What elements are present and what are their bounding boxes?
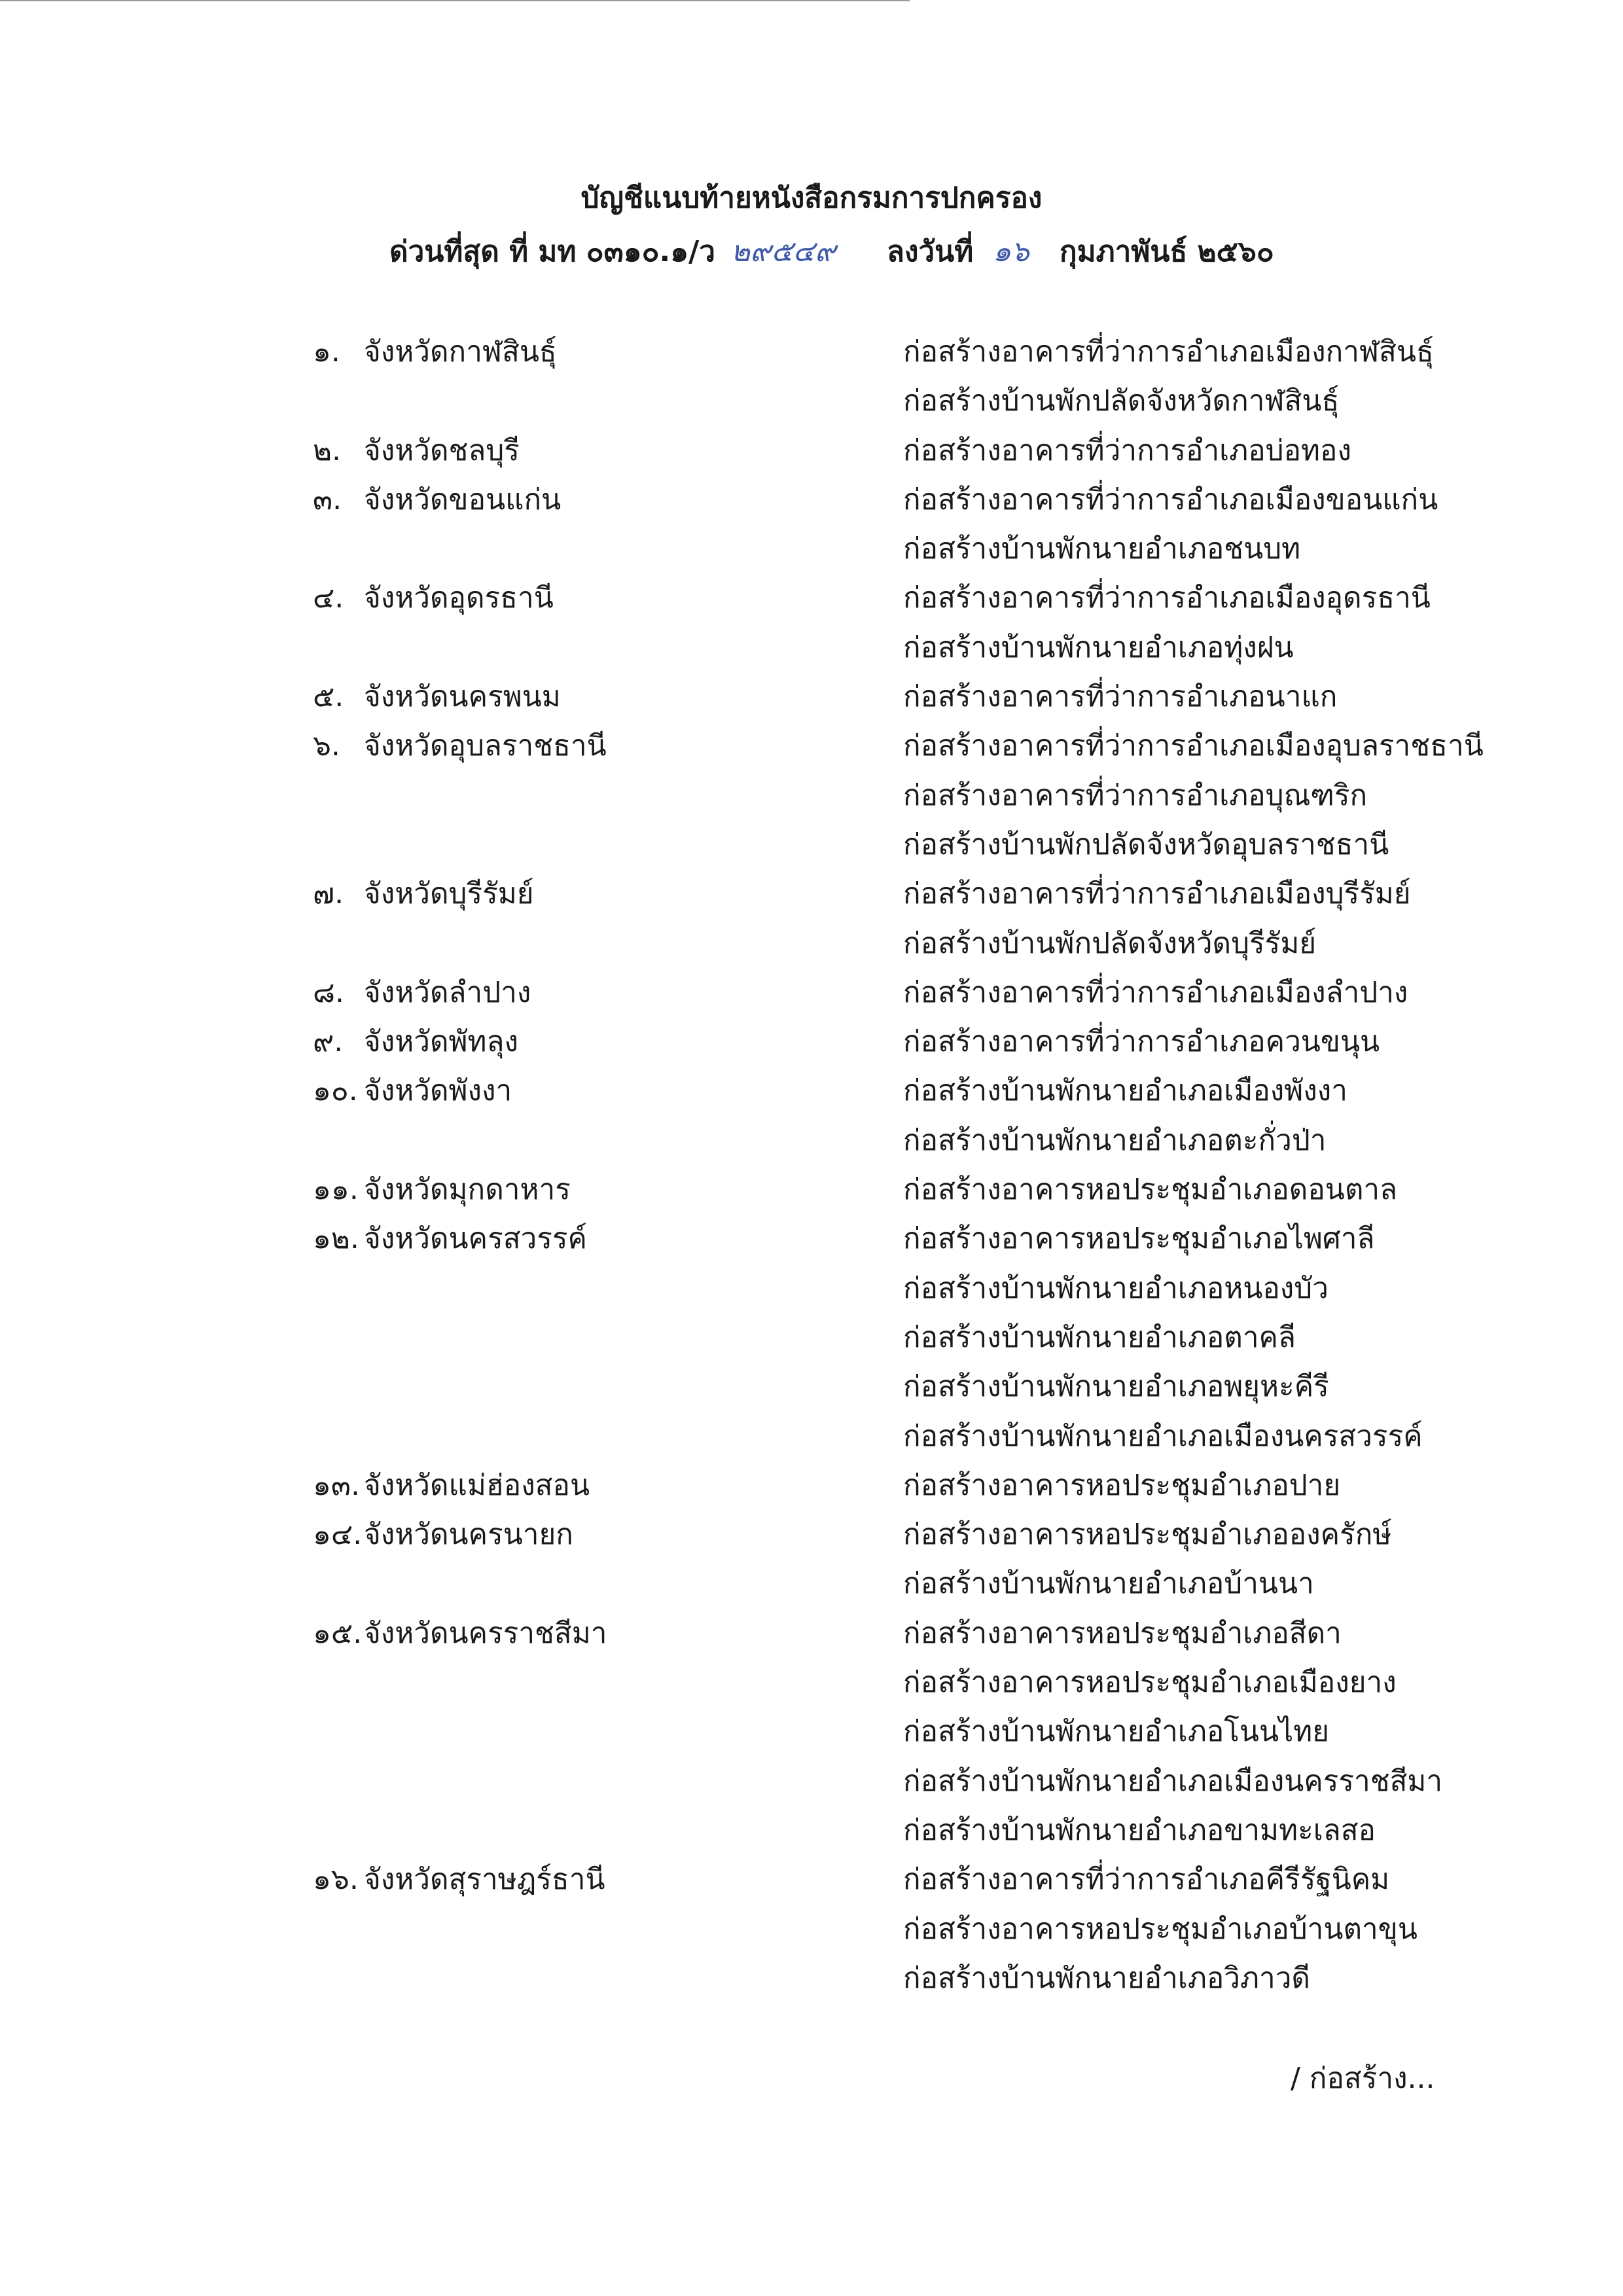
province-name: จังหวัดนครพนม <box>364 680 561 714</box>
province-cell <box>313 1165 571 1214</box>
item-number: ๙. <box>313 1025 344 1059</box>
list-row <box>0 1510 1623 1559</box>
item-number: ๑๒. <box>313 1222 359 1256</box>
item-number: ๒. <box>313 433 341 467</box>
list-row <box>0 721 1623 770</box>
continuation-note: / ก่อสร้าง... <box>1291 2062 1435 2095</box>
project-item: ก่อสร้างบ้านพักนายอำเภอตะกั่วป่า <box>903 1123 1327 1157</box>
project-item: ก่อสร้างอาคารที่ว่าการอำเภอบ่อทอง <box>903 433 1351 467</box>
list-row <box>0 1461 1623 1510</box>
list-row <box>0 771 1623 820</box>
list-row <box>0 1658 1623 1707</box>
list-row <box>0 1757 1623 1806</box>
list-row <box>0 968 1623 1017</box>
province-cell <box>313 327 557 376</box>
project-item: ก่อสร้างบ้านพักนายอำเภอโนนไทย <box>903 1715 1329 1749</box>
project-item: ก่อสร้างอาคารหอประชุมอำเภอบ้านตาขุน <box>903 1912 1418 1946</box>
document-title: บัญชีแนบท้ายหนังสือกรมการปกครอง <box>580 181 1043 215</box>
top-border-line <box>0 0 910 1</box>
list-row <box>0 475 1623 524</box>
project-item: ก่อสร้างอาคารหอประชุมอำเภอองครักษ์ <box>903 1518 1392 1552</box>
province-name: จังหวัดพังงา <box>364 1074 512 1108</box>
province-name: จังหวัดนครนายก <box>364 1518 573 1552</box>
list-row <box>0 1165 1623 1214</box>
project-item: ก่อสร้างอาคารที่ว่าการอำเภอคีรีรัฐนิคม <box>903 1863 1390 1897</box>
province-name: จังหวัดชลบุรี <box>364 433 520 467</box>
project-item: ก่อสร้างบ้านพักนายอำเภอเมืองนครสวรรค์ <box>903 1419 1423 1453</box>
province-cell <box>313 721 607 770</box>
province-cell <box>313 1017 518 1066</box>
list-row <box>0 869 1623 918</box>
province-name: จังหวัดนครราชสีมา <box>364 1616 607 1650</box>
list-row <box>0 1362 1623 1411</box>
project-item: ก่อสร้างอาคารหอประชุมอำเภอสีดา <box>903 1616 1342 1650</box>
province-cell <box>313 968 531 1017</box>
project-item: ก่อสร้างอาคารที่ว่าการอำเภอเมืองบุรีรัมย์ <box>903 877 1411 911</box>
province-name: จังหวัดนครสวรรค์ <box>364 1222 587 1256</box>
province-cell <box>313 1066 512 1115</box>
list-row <box>0 1214 1623 1263</box>
province-cell <box>313 672 561 721</box>
project-item: ก่อสร้างอาคารที่ว่าการอำเภอควนขนุน <box>903 1025 1380 1059</box>
item-number: ๔. <box>313 581 344 615</box>
list-row <box>0 426 1623 475</box>
list-row <box>0 1412 1623 1461</box>
project-item: ก่อสร้างบ้านพักนายอำเภอพยุหะคีรี <box>903 1370 1329 1404</box>
list-row <box>0 1559 1623 1608</box>
province-cell <box>313 426 520 475</box>
project-item: ก่อสร้างอาคารที่ว่าการอำเภอเมืองอุบลราชธานี <box>903 729 1484 763</box>
province-cell <box>313 869 534 918</box>
province-name: จังหวัดกาฬสินธุ์ <box>364 335 557 368</box>
project-item: ก่อสร้างบ้านพักปลัดจังหวัดกาฬสินธุ์ <box>903 384 1340 418</box>
project-item: ก่อสร้างอาคารที่ว่าการอำเภอบุณฑริก <box>903 778 1368 812</box>
list-row <box>0 820 1623 869</box>
list-row <box>0 1017 1623 1066</box>
province-name: จังหวัดอุบลราชธานี <box>364 729 607 763</box>
province-cell <box>313 1510 573 1559</box>
province-project-list <box>0 327 1623 2003</box>
project-item: ก่อสร้างอาคารที่ว่าการอำเภอเมืองอุดรธานี <box>903 581 1431 615</box>
item-number: ๗. <box>313 877 344 911</box>
project-item: ก่อสร้างบ้านพักนายอำเภอวิภาวดี <box>903 1961 1310 1995</box>
item-number: ๑๐. <box>313 1074 358 1108</box>
province-name: จังหวัดบุรีรัมย์ <box>364 877 534 911</box>
list-row <box>0 1609 1623 1658</box>
list-row <box>0 623 1623 672</box>
project-item: ก่อสร้างบ้านพักปลัดจังหวัดบุรีรัมย์ <box>903 926 1317 960</box>
list-row <box>0 1806 1623 1855</box>
date-label: ลงวันที่ <box>887 235 974 268</box>
project-item: ก่อสร้างอาคารหอประชุมอำเภอดอนตาล <box>903 1173 1398 1207</box>
item-number: ๑๓. <box>313 1468 360 1502</box>
province-cell <box>313 1609 607 1658</box>
list-row <box>0 327 1623 376</box>
item-number: ๘. <box>313 975 344 1009</box>
item-number: ๖. <box>313 729 340 763</box>
project-item: ก่อสร้างบ้านพักนายอำเภอทุ่งฝน <box>903 630 1294 664</box>
item-number: ๕. <box>313 680 344 714</box>
item-number: ๑๑. <box>313 1173 359 1207</box>
province-name: จังหวัดมุกดาหาร <box>364 1173 571 1207</box>
project-item: ก่อสร้างบ้านพักนายอำเภอบ้านนา <box>903 1567 1314 1601</box>
list-row <box>0 1066 1623 1115</box>
province-name: จังหวัดแม่ฮ่องสอน <box>364 1468 590 1502</box>
doc-number-handwritten: ๒๙๕๔๙ <box>731 235 836 268</box>
province-name: จังหวัดสุราษฎร์ธานี <box>364 1863 605 1897</box>
province-cell <box>313 1214 587 1263</box>
list-row <box>0 919 1623 968</box>
project-item: ก่อสร้างบ้านพักนายอำเภอเมืองพังงา <box>903 1074 1347 1108</box>
province-name: จังหวัดลำปาง <box>364 975 531 1009</box>
list-row <box>0 1116 1623 1165</box>
project-item: ก่อสร้างอาคารที่ว่าการอำเภอเมืองลำปาง <box>903 975 1408 1009</box>
project-item: ก่อสร้างอาคารหอประชุมอำเภอปาย <box>903 1468 1341 1502</box>
project-item: ก่อสร้างบ้านพักนายอำเภอขามทะเลสอ <box>903 1813 1376 1847</box>
item-number: ๑๕. <box>313 1616 363 1650</box>
project-item: ก่อสร้างอาคารหอประชุมอำเภอเมืองยาง <box>903 1666 1397 1700</box>
province-cell <box>313 1461 590 1510</box>
province-name: จังหวัดขอนแก่น <box>364 482 562 516</box>
list-row <box>0 1707 1623 1756</box>
list-row <box>0 573 1623 622</box>
item-number: ๓. <box>313 482 342 516</box>
list-row <box>0 376 1623 425</box>
item-number: ๑๔. <box>313 1518 363 1552</box>
list-row <box>0 524 1623 573</box>
province-name: จังหวัดอุดรธานี <box>364 581 554 615</box>
project-item: ก่อสร้างบ้านพักปลัดจังหวัดอุบลราชธานี <box>903 827 1389 861</box>
project-item: ก่อสร้างบ้านพักนายอำเภอชนบท <box>903 532 1301 566</box>
item-number: ๑๖. <box>313 1863 359 1897</box>
project-item: ก่อสร้างบ้านพักนายอำเภอตาคลี <box>903 1320 1296 1354</box>
province-cell <box>313 1855 605 1904</box>
list-row <box>0 1855 1623 1904</box>
province-cell <box>313 573 554 622</box>
doc-prefix: ด่วนที่สุด ที่ มท ๐๓๑๐.๑/ว <box>389 235 715 268</box>
project-item: ก่อสร้างอาคารที่ว่าการอำเภอนาแก <box>903 680 1338 714</box>
province-name: จังหวัดพัทลุง <box>364 1025 519 1059</box>
item-number: ๑. <box>313 335 340 368</box>
project-item: ก่อสร้างบ้านพักนายอำเภอเมืองนครราชสีมา <box>903 1764 1443 1798</box>
list-row <box>0 672 1623 721</box>
list-row <box>0 1313 1623 1362</box>
project-item: ก่อสร้างอาคารที่ว่าการอำเภอเมืองขอนแก่น <box>903 482 1438 516</box>
list-row <box>0 1264 1623 1313</box>
date-month-year: กุมภาพันธ์ ๒๕๖๐ <box>1060 235 1274 268</box>
list-row <box>0 1954 1623 2003</box>
project-item: ก่อสร้างอาคารหอประชุมอำเภอไพศาลี <box>903 1222 1375 1256</box>
project-item: ก่อสร้างอาคารที่ว่าการอำเภอเมืองกาฬสินธุ์ <box>903 335 1434 368</box>
project-item: ก่อสร้างบ้านพักนายอำเภอหนองบัว <box>903 1271 1329 1305</box>
province-cell <box>313 475 561 524</box>
list-row <box>0 1905 1623 1954</box>
date-day-handwritten: ๑๖ <box>993 235 1029 268</box>
